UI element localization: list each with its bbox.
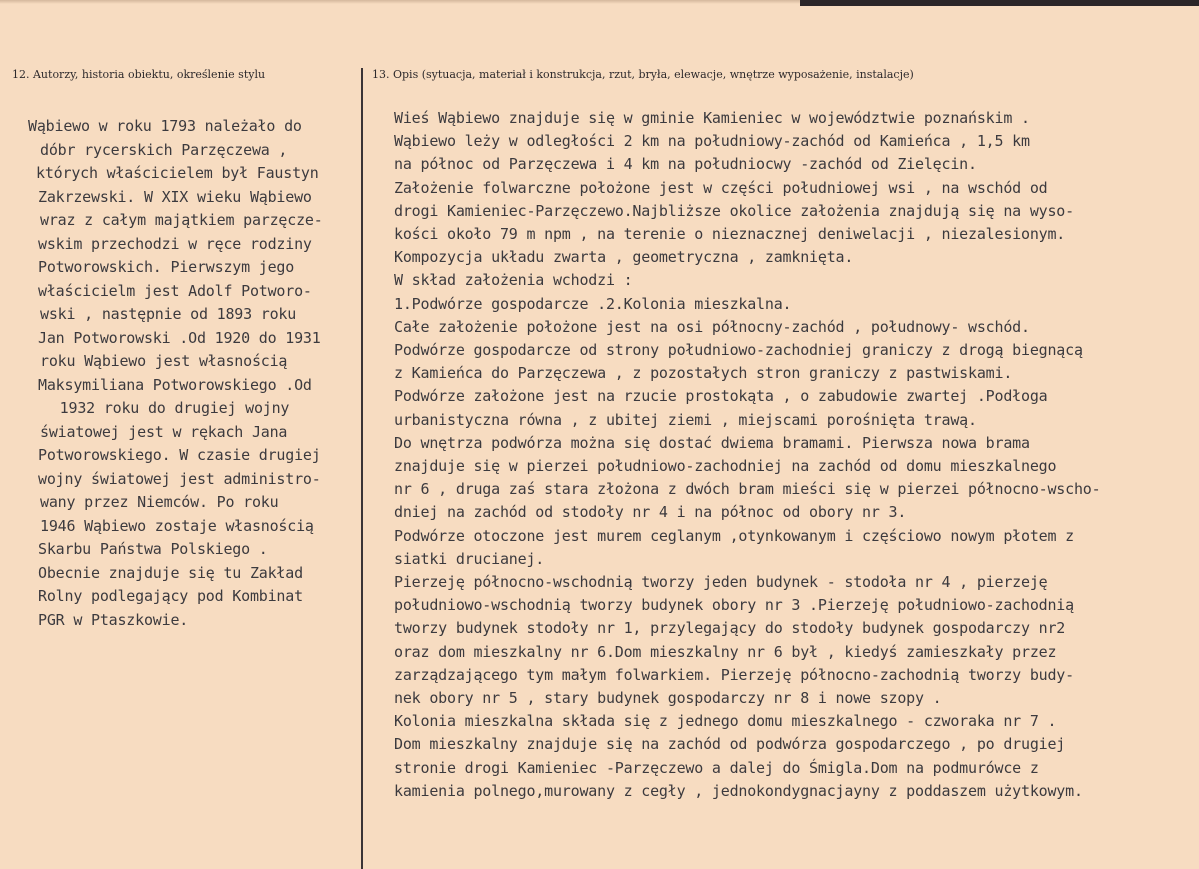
history-line: Maksymiliana Potworowskiego .Od — [38, 375, 312, 394]
description-line: tworzy budynek stodoły nr 1, przylegający do stodoły budynek gospodarczy nr2 — [394, 619, 1066, 638]
history-line: dóbr rycerskich Parzęczewa , — [40, 140, 288, 159]
history-line: właścicielm jest Adolf Potworo- — [38, 281, 312, 300]
history-line: 1932 roku do drugiej wojny — [42, 399, 290, 417]
description-line: dniej na zachód od stodoły nr 4 i na północ od obory nr 3. — [394, 503, 907, 522]
history-line: 1946 Wąbiewo zostaje własnością — [40, 516, 314, 535]
history-line: Zakrzewski. W XIX wieku Wąbiewo — [38, 187, 312, 206]
section-13-header: 13. Opis (sytuacja, materiał i konstrukcja, rzut, bryła, elewacje, wnętrze wyposażenie, instalacje) — [372, 68, 914, 81]
description-line: drogi Kamieniec-Parzęczewo.Najbliższe okolice założenia znajdują się na wyso- — [394, 201, 1074, 220]
history-line: wojny światowej jest administro- — [38, 469, 321, 488]
description-line: południowo-wschodnią tworzy budynek obory nr 3 .Pierzeję południowo-zachodnią — [394, 596, 1074, 615]
history-line: Obecnie znajduje się tu Zakład — [38, 563, 303, 582]
history-line: Skarbu Państwa Polskiego . — [38, 540, 268, 558]
description-line: Całe założenie położone jest na osi północny-zachód , połudnowy- wschód. — [394, 317, 1030, 336]
description-line: Założenie folwarczne położone jest w części południowej wsi , na wschód od — [394, 178, 1048, 197]
history-line: Potworowskiego. W czasie drugiej — [38, 446, 321, 464]
description-line: Podwórze założone jest na rzucie prostokąta , o zabudowie zwartej .Podłoga — [394, 387, 1048, 406]
description-line: Dom mieszkalny znajduje się na zachód od podwórza gospodarczego , po drugiej — [394, 735, 1066, 754]
description-line: stronie drogi Kamieniec -Parzęczewo a dalej do Śmigla.Dom na podmurówce z — [394, 758, 1039, 777]
history-line: wraz z całym majątkiem parzęcze- — [40, 211, 323, 229]
description-line: urbanistyczna równa , z ubitej ziemi , miejscami porośnięta trawą. — [394, 410, 977, 429]
description-line: kamienia polnego,murowany z cegły , jednokondygnacjayny z poddaszem użytkowym. — [394, 781, 1083, 800]
description-line: znajduje się w pierzei południowo-zachodniej na zachód od domu mieszkalnego — [394, 457, 1057, 475]
description-line: Kompozycja układu zwarta , geometryczna , zamknięta. — [394, 248, 854, 267]
description-line: W skład założenia wchodzi : — [394, 271, 633, 290]
description-line: Do wnętrza podwórza można się dostać dwiema bramami. Pierwsza nowa brama — [394, 433, 1030, 452]
history-line: Rolny podlegający pod Kombinat — [38, 587, 303, 605]
history-line: światowej jest w rękach Jana — [40, 422, 288, 441]
description-line: Kolonia mieszkalna składa się z jednego domu mieszkalnego - czworaka nr 7 . — [394, 712, 1057, 731]
description-line: Wieś Wąbiewo znajduje się w gminie Kamieniec w województwie poznańskim . — [394, 109, 1030, 127]
history-line: Jan Potworowski .Od 1920 do 1931 — [38, 328, 321, 347]
description-line: nek obory nr 5 , stary budynek gospodarczy nr 8 i nowe szopy . — [394, 689, 942, 707]
history-line: wany przez Niemców. Po roku — [40, 493, 279, 511]
description-line: Wąbiewo leży w odległości 2 km na południowy-zachód od Kamieńca , 1,5 km — [394, 132, 1030, 151]
description-line: zarządzającego tym małym folwarkiem. Pierzeję północno-zachodnią tworzy budy- — [394, 665, 1074, 684]
history-line: wskim przechodzi w ręce rodziny — [38, 234, 312, 253]
history-line: których właścicielem był Faustyn — [36, 164, 319, 182]
binding-strip — [800, 0, 1199, 6]
history-line: wski , następnie od 1893 roku — [40, 305, 297, 323]
description-line: Podwórze otoczone jest murem ceglanym ,otynkowanym i częściowo nowym płotem z — [394, 526, 1074, 545]
column-divider — [361, 68, 363, 869]
description-line: Podwórze gospodarcze od strony południowo-zachodniej graniczy z drogą biegnącą — [394, 341, 1083, 359]
description-line: Pierzeję północno-wschodnią tworzy jeden budynek - stodoła nr 4 , pierzeję — [394, 573, 1048, 591]
description-line: oraz dom mieszkalny nr 6.Dom mieszkalny nr 6 był , kiedyś zamieszkały przez — [394, 642, 1057, 661]
description-line: nr 6 , druga zaś stara złożona z dwóch bram mieści się w pierzei północno-wscho- — [394, 480, 1101, 499]
description-line: na północ od Parzęczewa i 4 km na południocwy -zachód od Zielęcin. — [394, 155, 977, 174]
description-line: z Kamieńca do Parzęczewa , z pozostałych stron graniczy z pastwiskami. — [394, 364, 1013, 383]
description-line: kości około 79 m npm , na terenie o nieznacznej deniwelacji , niezalesionym. — [394, 225, 1066, 243]
description-line: siatki drucianej. — [394, 549, 545, 568]
description-line: 1.Podwórze gospodarcze .2.Kolonia mieszkalna. — [394, 294, 792, 313]
history-line: Wąbiewo w roku 1793 należało do — [28, 117, 302, 135]
section-12-header: 12. Autorzy, historia obiektu, określenie stylu — [12, 68, 266, 81]
history-line: Potworowskich. Pierwszym jego — [38, 258, 295, 276]
history-line: PGR w Ptaszkowie. — [38, 610, 189, 629]
history-line: roku Wąbiewo jest własnością — [40, 352, 288, 370]
